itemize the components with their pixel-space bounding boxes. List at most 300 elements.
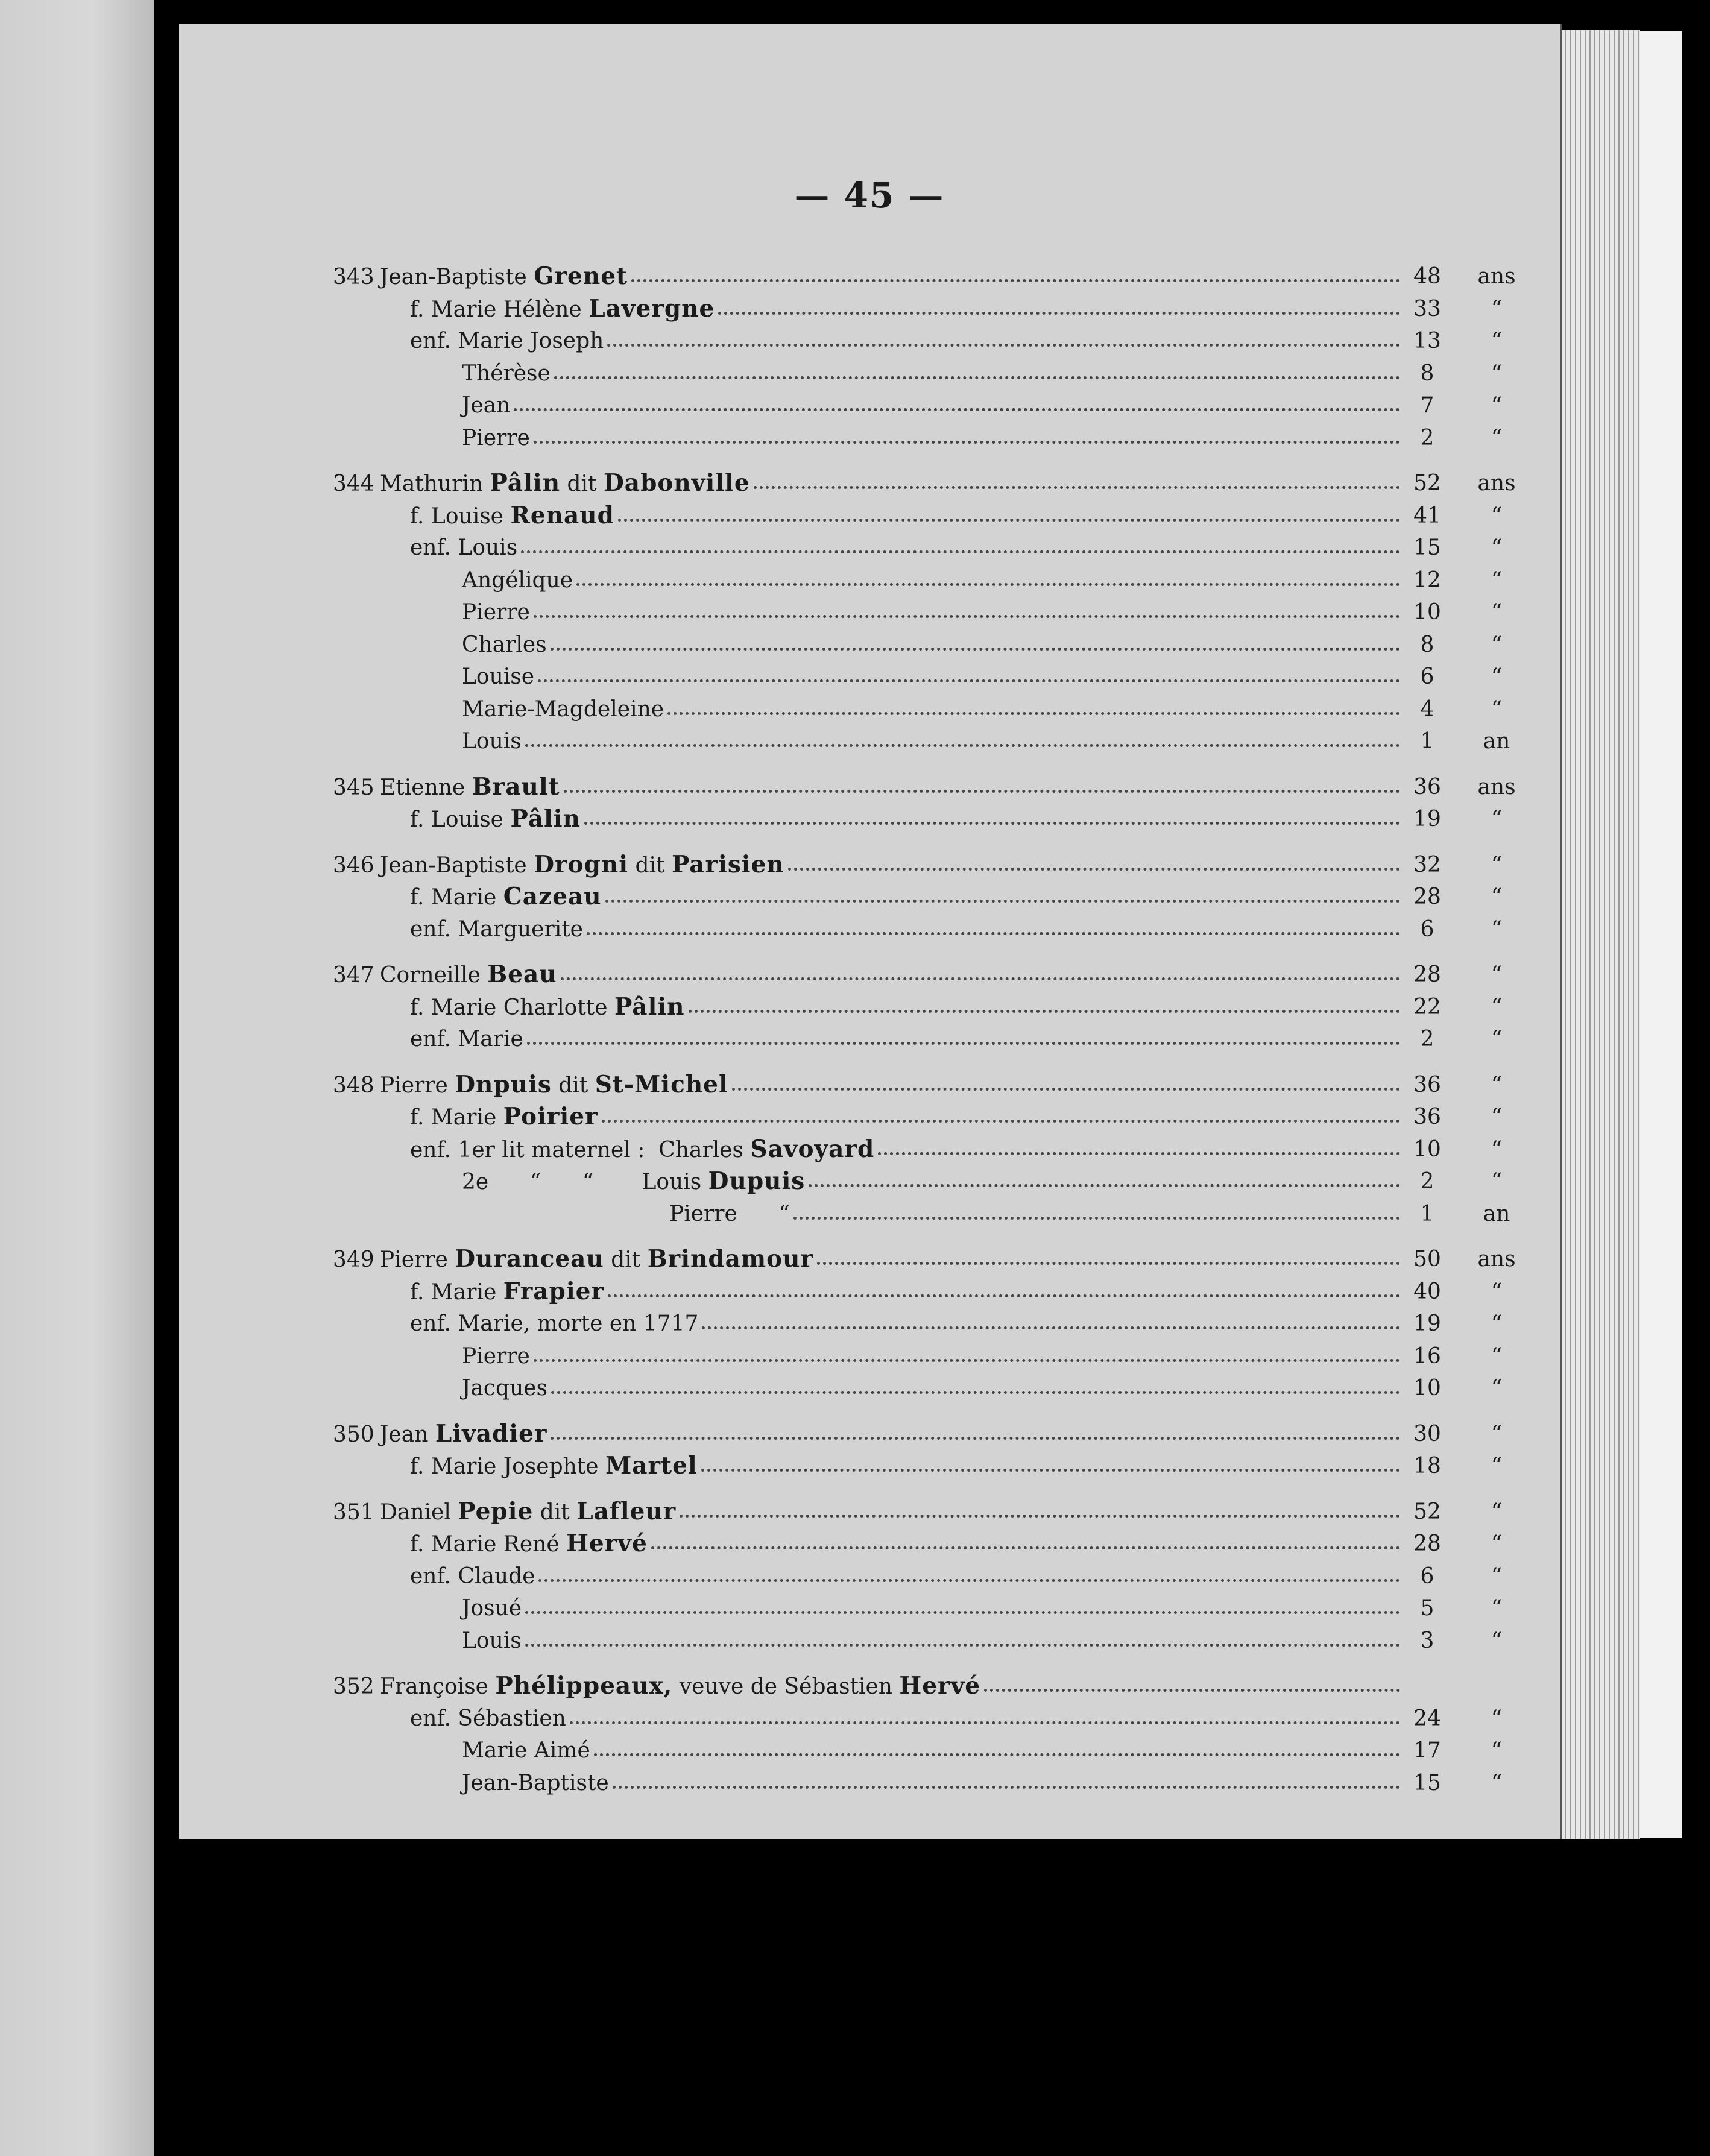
- surname: Frapier: [503, 1277, 604, 1305]
- dot-leader: [570, 1721, 1400, 1724]
- given-name-text: enf. Louis: [410, 535, 518, 560]
- surname: Grenet: [534, 262, 628, 290]
- dot-leader: [817, 1262, 1400, 1265]
- age-unit: “: [1491, 1421, 1503, 1446]
- surname: Pâlin: [510, 805, 581, 833]
- given-name-text: f. Marie: [410, 1105, 503, 1130]
- person-row: [333, 1625, 1545, 1657]
- surname: Poirier: [503, 1103, 598, 1130]
- family-number: 343: [333, 265, 374, 289]
- given-name-text: f. Marie René: [410, 1532, 567, 1557]
- age-value: 5: [1420, 1596, 1434, 1621]
- age-unit: “: [1491, 567, 1503, 593]
- age-unit: “: [1491, 696, 1503, 722]
- dot-leader: [732, 1088, 1400, 1091]
- given-name-text: enf. Marie: [410, 1027, 523, 1051]
- surname: Brindamour: [647, 1245, 814, 1273]
- dot-leader: [809, 1184, 1400, 1187]
- age-value: 12: [1413, 567, 1441, 593]
- age-value: 6: [1420, 664, 1434, 689]
- age-value: 2: [1420, 425, 1434, 450]
- surname: Pâlin: [490, 469, 561, 497]
- age-unit: “: [1491, 1706, 1503, 1731]
- dot-leader: [534, 615, 1400, 618]
- given-name-text: Pierre: [380, 1247, 455, 1272]
- age-value: 19: [1413, 1311, 1441, 1336]
- age-value: 2: [1420, 1027, 1434, 1051]
- given-name-text: dit: [604, 1247, 648, 1272]
- person-name: [410, 1276, 608, 1309]
- family-number: 352: [333, 1674, 374, 1699]
- family-entry: [333, 1243, 1545, 1405]
- given-name-text: dit: [533, 1499, 577, 1525]
- family-number: 345: [333, 775, 374, 800]
- person-name: [410, 1101, 602, 1134]
- person-name: [333, 467, 754, 500]
- age-value: 4: [1420, 696, 1434, 722]
- given-name-text: Pierre: [380, 1073, 455, 1098]
- surname: Savoyard: [750, 1135, 875, 1163]
- age-value: 32: [1413, 852, 1441, 877]
- given-name-text: veuve de Sébastien: [672, 1674, 900, 1699]
- given-name-text: enf. Claude: [410, 1563, 535, 1589]
- surname: Drogni: [534, 850, 629, 878]
- age-value: 13: [1413, 329, 1441, 353]
- person-name: [410, 1528, 651, 1561]
- age-value: 30: [1413, 1421, 1441, 1446]
- age-unit: “: [1491, 632, 1503, 657]
- person-row: [333, 725, 1545, 758]
- family-entry: [333, 1069, 1545, 1231]
- age-unit: “: [1491, 425, 1503, 450]
- person-row: [333, 1735, 1545, 1767]
- age-value: 15: [1413, 1770, 1441, 1795]
- person-row: [333, 771, 1545, 804]
- dot-leader: [613, 1786, 1400, 1789]
- person-name: [333, 1418, 551, 1451]
- given-name-text: Louis: [462, 1628, 522, 1653]
- family-entry: [333, 771, 1545, 836]
- age-value: 1: [1420, 1201, 1434, 1226]
- age-unit: “: [1491, 1105, 1503, 1129]
- dot-leader: [554, 376, 1400, 379]
- family-entry: [333, 959, 1545, 1056]
- book-gutter: [154, 0, 179, 2156]
- person-name: [462, 358, 554, 390]
- person-name: [410, 913, 587, 946]
- age-value: 19: [1413, 807, 1441, 831]
- age-unit: “: [1491, 1027, 1503, 1051]
- age-value: 41: [1413, 503, 1441, 528]
- dot-leader: [551, 1437, 1400, 1440]
- person-name: [410, 1308, 702, 1340]
- person-name: [333, 1069, 732, 1102]
- age-value: 36: [1413, 1072, 1441, 1097]
- page-stack-edges: [1562, 30, 1640, 1839]
- surname: Cazeau: [503, 883, 602, 910]
- person-name: [410, 1560, 538, 1593]
- dot-leader: [561, 977, 1400, 980]
- person-row: [333, 959, 1545, 991]
- given-name-text: Marie-Magdeleine: [462, 696, 664, 722]
- person-row: [333, 1101, 1545, 1133]
- age-unit: “: [1491, 503, 1503, 528]
- given-name-text: Jean-Baptiste: [380, 853, 534, 878]
- census-list: [333, 260, 1545, 1812]
- given-name-text: Marie Aimé: [462, 1738, 590, 1763]
- person-row: [333, 1243, 1545, 1276]
- family-entry: [333, 467, 1545, 758]
- given-name-text: enf. Marie, morte en 1717: [410, 1311, 699, 1336]
- dot-leader: [602, 1120, 1400, 1123]
- person-row: [333, 389, 1545, 422]
- person-name: [462, 661, 538, 693]
- age-value: 3: [1420, 1628, 1434, 1653]
- person-name: [462, 389, 514, 422]
- person-name: [333, 1243, 817, 1276]
- person-row: [333, 1069, 1545, 1102]
- person-name: [462, 564, 576, 597]
- facing-page-edge: [0, 0, 154, 2156]
- dot-leader: [576, 583, 1400, 586]
- person-name: [410, 991, 689, 1024]
- age-value: 28: [1413, 962, 1441, 987]
- given-name-text: Jean-Baptiste: [462, 1770, 609, 1795]
- surname: Pepie: [458, 1497, 534, 1525]
- age-unit: ans: [1477, 774, 1516, 799]
- given-name-text: Jacques: [462, 1376, 548, 1401]
- age-value: 8: [1420, 632, 1434, 657]
- age-value: 36: [1413, 1105, 1441, 1129]
- surname: Parisien: [671, 850, 784, 878]
- dot-leader: [525, 1644, 1400, 1647]
- age-value: 52: [1413, 1499, 1441, 1524]
- family-entry: [333, 1670, 1545, 1799]
- given-name-text: Françoise: [380, 1674, 496, 1699]
- given-name-text: 2e “ “ Louis: [462, 1170, 708, 1194]
- dot-leader: [514, 408, 1400, 411]
- person-name: [410, 293, 718, 326]
- family-number: 344: [333, 471, 374, 496]
- family-entry: [333, 849, 1545, 946]
- given-name-text: enf. Marguerite: [410, 916, 583, 942]
- person-name: [410, 1450, 701, 1483]
- person-row: [333, 661, 1545, 693]
- age-unit: “: [1491, 600, 1503, 625]
- person-row: [333, 1372, 1545, 1405]
- person-name: [410, 1133, 878, 1167]
- age-unit: “: [1491, 1531, 1503, 1556]
- age-unit: ans: [1477, 1247, 1516, 1272]
- person-name: [410, 500, 618, 533]
- dot-leader: [667, 712, 1400, 715]
- age-value: 36: [1413, 774, 1441, 799]
- person-row: [333, 325, 1545, 358]
- person-name: [462, 1165, 809, 1199]
- given-name-text: f. Marie Josephte: [410, 1454, 606, 1479]
- given-name-text: f. Louise: [410, 503, 511, 529]
- family-number: 351: [333, 1499, 374, 1525]
- age-value: 6: [1420, 1563, 1434, 1589]
- family-number: 350: [333, 1422, 374, 1447]
- dot-leader: [587, 932, 1400, 935]
- person-row: [333, 849, 1545, 881]
- person-name: [462, 1735, 594, 1767]
- age-unit: “: [1491, 393, 1503, 418]
- person-name: [333, 959, 561, 992]
- dot-leader: [551, 648, 1400, 651]
- person-row: [333, 467, 1545, 500]
- person-name: [462, 1372, 551, 1405]
- person-name: [669, 1198, 793, 1231]
- age-unit: “: [1491, 807, 1503, 831]
- age-unit: “: [1491, 296, 1503, 321]
- person-name: [462, 1340, 534, 1373]
- age-value: 33: [1413, 296, 1441, 321]
- family-number: 346: [333, 853, 374, 878]
- person-name: [410, 1023, 527, 1056]
- person-row: [333, 1023, 1545, 1056]
- age-unit: “: [1491, 664, 1503, 689]
- person-name: [462, 1592, 525, 1625]
- given-name-text: Corneille: [380, 963, 488, 988]
- given-name-text: Jean: [380, 1422, 435, 1447]
- given-name-text: enf. 1er lit maternel : Charles: [410, 1137, 751, 1162]
- age-value: 18: [1413, 1454, 1441, 1478]
- age-value: 24: [1413, 1706, 1441, 1731]
- dot-leader: [607, 344, 1400, 347]
- family-entry: [333, 260, 1545, 454]
- person-name: [333, 849, 788, 882]
- age-value: 10: [1413, 1136, 1441, 1162]
- person-name: [410, 325, 607, 358]
- age-unit: “: [1491, 1376, 1503, 1401]
- age-unit: “: [1491, 916, 1503, 942]
- person-name: [462, 693, 667, 726]
- age-value: 22: [1413, 994, 1441, 1020]
- person-row: [333, 629, 1545, 661]
- person-name: [333, 1670, 984, 1703]
- book-page: [179, 24, 1562, 1839]
- age-unit: an: [1483, 729, 1510, 754]
- person-row: [333, 422, 1545, 455]
- person-name: [462, 1767, 613, 1800]
- age-unit: “: [1491, 1628, 1503, 1653]
- person-row: [333, 1560, 1545, 1593]
- age-value: 17: [1413, 1738, 1441, 1763]
- given-name-text: Pierre: [462, 1343, 530, 1369]
- dot-leader: [534, 441, 1400, 444]
- person-row: [333, 881, 1545, 913]
- dot-leader: [793, 1217, 1400, 1220]
- given-name-text: f. Marie: [410, 1279, 503, 1305]
- person-row: [333, 913, 1545, 946]
- age-unit: “: [1491, 535, 1503, 560]
- age-unit: “: [1491, 994, 1503, 1020]
- given-name-text: Etienne: [380, 775, 472, 800]
- person-row: [333, 1198, 1545, 1231]
- age-unit: “: [1491, 884, 1503, 909]
- dot-leader: [701, 1469, 1400, 1472]
- given-name-text: Daniel: [380, 1499, 458, 1525]
- age-unit: “: [1491, 1596, 1503, 1621]
- given-name-text: dit: [628, 853, 672, 878]
- person-name: [410, 881, 605, 914]
- person-row: [333, 358, 1545, 390]
- family-number: 349: [333, 1247, 374, 1272]
- person-row: [333, 532, 1545, 564]
- person-name: [462, 1625, 525, 1657]
- dot-leader: [551, 1391, 1400, 1394]
- person-row: [333, 1165, 1545, 1198]
- surname: Phélippeaux,: [495, 1672, 673, 1700]
- age-unit: “: [1491, 1454, 1503, 1478]
- person-row: [333, 1450, 1545, 1483]
- person-row: [333, 991, 1545, 1024]
- dot-leader: [608, 1294, 1400, 1297]
- person-name: [410, 803, 584, 836]
- surname: Beau: [487, 960, 557, 988]
- age-value: 40: [1413, 1279, 1441, 1304]
- age-unit: “: [1491, 1499, 1503, 1524]
- given-name-text: Thérèse: [462, 361, 551, 386]
- age-unit: “: [1491, 1563, 1503, 1589]
- age-value: 48: [1413, 264, 1441, 289]
- given-name-text: Charles: [462, 632, 547, 657]
- surname: Duranceau: [455, 1245, 604, 1273]
- age-unit: ans: [1477, 264, 1516, 289]
- dot-leader: [538, 679, 1400, 682]
- age-unit: “: [1491, 852, 1503, 877]
- person-row: [333, 803, 1545, 836]
- given-name-text: Jean-Baptiste: [380, 265, 534, 289]
- age-unit: an: [1483, 1201, 1510, 1226]
- age-value: 15: [1413, 535, 1441, 560]
- person-row: [333, 1528, 1545, 1560]
- age-value: 16: [1413, 1343, 1441, 1369]
- given-name-text: dit: [560, 471, 604, 496]
- age-value: 7: [1420, 393, 1434, 418]
- person-name: [462, 596, 534, 629]
- dot-leader: [594, 1753, 1400, 1756]
- dot-leader: [651, 1546, 1400, 1549]
- given-name-text: Jean: [462, 393, 511, 418]
- person-row: [333, 1418, 1545, 1451]
- given-name-text: f. Marie Charlotte: [410, 995, 614, 1020]
- dot-leader: [878, 1152, 1400, 1155]
- person-row: [333, 1496, 1545, 1528]
- surname: Martel: [605, 1452, 698, 1480]
- age-value: 52: [1413, 471, 1441, 496]
- person-row: [333, 1767, 1545, 1800]
- given-name-text: f. Marie: [410, 885, 503, 910]
- dot-leader: [564, 790, 1400, 793]
- person-row: [333, 596, 1545, 629]
- dot-leader: [754, 486, 1400, 489]
- person-name: [333, 260, 631, 294]
- age-value: 28: [1413, 1531, 1441, 1556]
- surname: Dupuis: [708, 1167, 806, 1195]
- person-row: [333, 1340, 1545, 1373]
- dot-leader: [534, 1359, 1400, 1362]
- age-value: 1: [1420, 729, 1434, 754]
- person-row: [333, 1592, 1545, 1625]
- age-unit: “: [1491, 1072, 1503, 1097]
- person-row: [333, 1703, 1545, 1735]
- age-value: 10: [1413, 600, 1441, 625]
- age-value: 8: [1420, 361, 1434, 386]
- age-unit: “: [1491, 1311, 1503, 1336]
- family-number: 348: [333, 1073, 374, 1098]
- surname: Lavergne: [588, 294, 715, 323]
- surname: Hervé: [566, 1530, 648, 1557]
- person-row: [333, 500, 1545, 532]
- age-value: 10: [1413, 1376, 1441, 1401]
- age-unit: “: [1491, 361, 1503, 386]
- age-value: 6: [1420, 916, 1434, 942]
- person-row: [333, 693, 1545, 726]
- age-unit: “: [1491, 1738, 1503, 1763]
- dot-leader: [718, 312, 1400, 315]
- person-row: [333, 1133, 1545, 1166]
- given-name-text: Louise: [462, 664, 535, 689]
- person-row: [333, 1670, 1545, 1703]
- person-row: [333, 260, 1545, 293]
- person-row: [333, 293, 1545, 326]
- age-unit: “: [1491, 1136, 1503, 1162]
- age-value: 2: [1420, 1169, 1434, 1194]
- person-name: [462, 725, 525, 758]
- surname: Lafleur: [576, 1497, 677, 1525]
- age-unit: “: [1491, 329, 1503, 353]
- person-name: [410, 532, 521, 564]
- dot-leader: [631, 279, 1400, 282]
- dot-leader: [525, 744, 1400, 747]
- given-name-text: Mathurin: [380, 471, 490, 496]
- surname: St-Michel: [595, 1070, 728, 1098]
- dot-leader: [538, 1579, 1400, 1582]
- age-value: 50: [1413, 1247, 1441, 1272]
- surname: Livadier: [435, 1419, 547, 1448]
- person-row: [333, 1308, 1545, 1340]
- given-name-text: f. Marie Hélène: [410, 297, 589, 322]
- given-name-text: f. Louise: [410, 807, 511, 832]
- dot-leader: [527, 1042, 1400, 1045]
- given-name-text: Angélique: [462, 567, 573, 593]
- given-name-text: Louis: [462, 729, 522, 754]
- surname: Dnpuis: [455, 1070, 552, 1098]
- person-name: [333, 771, 564, 804]
- dot-leader: [689, 1010, 1400, 1013]
- dot-leader: [605, 900, 1400, 903]
- family-entry: [333, 1496, 1545, 1657]
- family-number: 347: [333, 963, 374, 988]
- dot-leader: [680, 1515, 1400, 1518]
- given-name-text: enf. Marie Joseph: [410, 329, 604, 353]
- age-unit: “: [1491, 1169, 1503, 1194]
- dot-leader: [788, 868, 1400, 871]
- given-name-text: Pierre: [462, 425, 530, 450]
- person-row: [333, 564, 1545, 597]
- person-name: [462, 629, 551, 661]
- age-unit: “: [1491, 1770, 1503, 1795]
- dot-leader: [584, 822, 1400, 825]
- dot-leader: [618, 519, 1400, 522]
- dot-leader: [984, 1689, 1400, 1692]
- surname: Brault: [472, 772, 560, 801]
- given-name-text: dit: [551, 1073, 595, 1098]
- age-value: 28: [1413, 884, 1441, 909]
